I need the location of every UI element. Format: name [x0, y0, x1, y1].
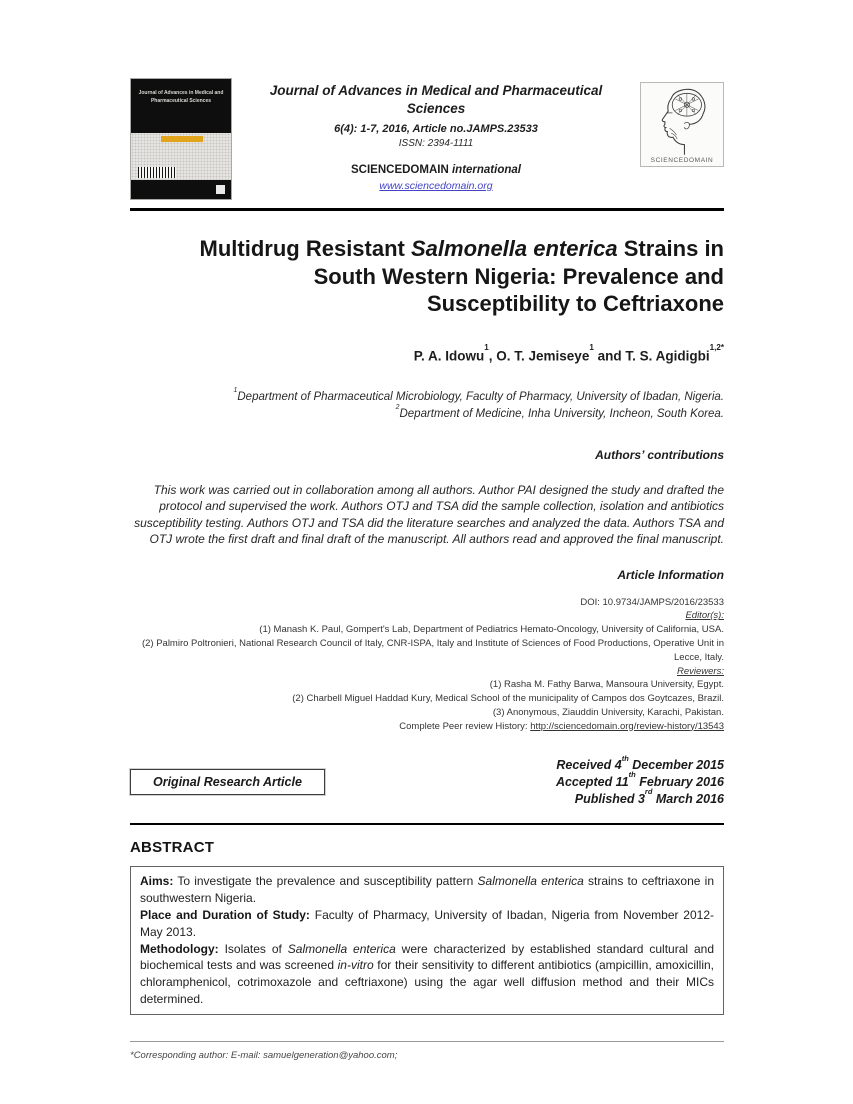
contributions-text: This work was carried out in collaboration among all authors. Author PAI designed the study and drafted the protocol and supervised the work. Authors OTJ and TSA did the sample collection, isolation and antibiotics susceptibility testing. Authors OTJ and TSA did the literature searches and analyzed the data. Authors TSA and OTJ wrote the first draft and final draft of the manuscript. All authors read and approved the final manuscript.: [134, 482, 724, 547]
cover-orange-stripe: [161, 136, 203, 142]
logo-caption: SCIENCEDOMAIN: [650, 157, 714, 164]
affiliation-2: $^2$Department of Medicine, Inha University, Incheon, South Korea.: [395, 403, 724, 421]
header-divider: [130, 208, 724, 211]
dates-block: [555, 753, 724, 807]
article-info-block: [130, 596, 724, 734]
invitro-italic: in-vitro: [337, 958, 374, 973]
masthead-text: [232, 78, 640, 194]
contributions-heading: Authors’ contributions: [595, 447, 724, 462]
publisher-suffix: international: [451, 163, 521, 176]
doi-line: DOI: 10.9734/JAMPS/2016/23533: [580, 596, 724, 608]
journal-title: Journal of Advances in Medical and Pharmaceutical Sciences: [269, 83, 603, 116]
reviewer-entry: (3) Anonymous, Ziauddin University, Karachi, Pakistan.: [492, 706, 724, 718]
meta-row: [130, 753, 724, 807]
abstract-heading: ABSTRACT: [130, 839, 215, 857]
species-name-italic: Salmonella enterica: [287, 941, 396, 956]
barcode-icon: [138, 167, 176, 178]
paper-content: [130, 78, 724, 1061]
head-brain-icon: [647, 86, 717, 156]
published-date: Published 3rd March 2016: [574, 786, 724, 806]
accepted-date: Accepted 11th February 2016: [555, 770, 724, 790]
reviewer-entry: (1) Rasha M. Fathy Barwa, Mansoura University, Egypt.: [489, 679, 724, 691]
footnote-divider: [130, 1041, 724, 1042]
affiliation-1: $^1$Department of Pharmaceutical Microbiology, Faculty of Pharmacy, University of Ibadan, Nigeria.: [233, 386, 724, 403]
publisher-name: SCIENCEDOMAIN: [351, 163, 449, 176]
peer-review-history-link[interactable]: http://sciencedomain.org/review-history/13543: [530, 720, 724, 732]
abstract-divider: [130, 823, 724, 825]
article-type-badge: Original Research Article: [130, 769, 325, 795]
article-info-heading: Article Information: [617, 567, 724, 582]
species-name-italic: Salmonella enterica: [410, 236, 618, 261]
editors-label: Editor(s):: [685, 610, 724, 622]
abstract-methodology: Methodology: Isolates of Salmonella enterica were characterized by established standard cultural and biochemical tests and was screened in-vitro for their sensitivity to different antibiotics (ampicillin, amoxicillin, chloramphenicol, cotrimoxazole and ceftriaxone) using the agar well diffusion method and their MICs determined.: [140, 941, 715, 1006]
cover-title-band: [131, 79, 231, 133]
species-name-italic: Salmonella enterica: [477, 874, 584, 889]
abstract-aims: Aims: To investigate the prevalence and susceptibility pattern Salmonella enterica strains to ceftriaxone in southwestern Nigeria.: [140, 874, 714, 906]
journal-masthead: [130, 78, 724, 200]
cover-title-text: Journal of Advances in Medical and Pharmaceutical Sciences: [138, 90, 224, 104]
reviewer-entry: (2) Charbell Miguel Haddad Kury, Medical School of the municipality of Campos dos Goytcazes, Brazil.: [292, 693, 724, 705]
sciencedomain-logo: [640, 82, 724, 167]
abstract-place: Place and Duration of Study: Faculty of Pharmacy, University of Ibadan, Nigeria from November 2012-May 2013.: [140, 907, 714, 939]
affiliations: [130, 386, 724, 424]
received-date: Received 4th December 2015: [556, 753, 724, 773]
publisher-website-link[interactable]: www.sciencedomain.org: [379, 179, 493, 192]
authors-line: P. A. Idowu$^1$, O. T. Jemiseye$^1$ and T. S. Agidigbi$^{1,2*}$: [413, 343, 724, 363]
publisher-line: [242, 164, 630, 176]
cover-logo-mark: [216, 185, 225, 194]
corresponding-author-note: *Corresponding author: E-mail: samuelgeneration@yahoo.com;: [130, 1049, 398, 1061]
editor-entry: (1) Manash K. Paul, Gompert's Lab, Department of Pediatrics Hemato-Oncology, University of California, USA.: [259, 624, 724, 636]
journal-issn: ISSN: 2394-1111: [398, 137, 474, 149]
journal-cover-thumbnail: [130, 78, 232, 200]
editor-entry: (2) Palmiro Poltronieri, National Research Council of Italy, CNR-ISPA, Italy and Institute of Sciences of Food Productions, Operative Unit in Lecce, Italy.: [141, 637, 724, 663]
abstract-box: [130, 866, 724, 1014]
journal-citation: 6(4): 1-7, 2016, Article no.JAMPS.23533: [334, 122, 538, 135]
peer-review-history-line: Complete Peer review History: http://sciencedomain.org/review-history/13543: [399, 720, 724, 732]
reviewers-label: Reviewers:: [677, 665, 724, 677]
article-title: Multidrug Resistant Salmonella enterica Strains in South Western Nigeria: Prevalence and Susceptibility to Ceftriaxone: [199, 236, 724, 316]
